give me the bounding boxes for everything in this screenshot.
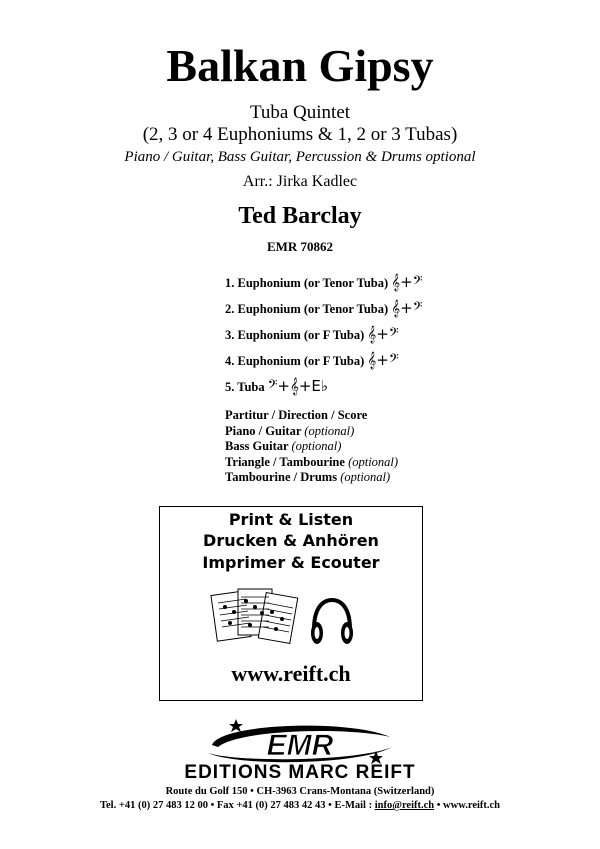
score-item xyxy=(225,408,398,424)
part-label: 1. Euphonium (or Tenor Tuba) xyxy=(225,276,389,290)
email-link[interactable]: info@reift.ch xyxy=(374,800,435,811)
sheet-music-icon xyxy=(210,583,300,647)
score-item xyxy=(225,455,398,471)
part-item xyxy=(225,347,422,373)
footer-contact xyxy=(0,799,600,812)
score-item-label: Triangle / Tambourine xyxy=(225,454,345,469)
print-listen-box xyxy=(159,506,423,701)
website-link[interactable]: www.reift.ch xyxy=(231,661,351,686)
part-item xyxy=(225,295,422,321)
clef-icon: 𝄞+𝄢 xyxy=(367,325,399,343)
part-label: 2. Euphonium (or Tenor Tuba) xyxy=(225,302,389,316)
score-item xyxy=(225,424,398,440)
promo-line-fr: Imprimer & Ecouter xyxy=(202,553,380,572)
clef-icon: 𝄞+𝄢 xyxy=(391,273,423,291)
emr-logo xyxy=(200,715,400,767)
optional-tag: (optional) xyxy=(340,470,391,484)
score-item-label: Bass Guitar xyxy=(225,439,289,453)
arranger-credit: Arr.: Jirka Kadlec xyxy=(242,173,358,190)
optional-tag: (optional) xyxy=(304,423,355,438)
clef-icon: 𝄞+𝄢 xyxy=(391,299,423,317)
parts-list xyxy=(225,269,422,399)
emr-logo-mark: EMR xyxy=(266,729,334,762)
part-label: 3. Euphonium (or F Tuba) xyxy=(225,328,365,342)
score-items-list xyxy=(225,408,398,486)
publisher-wordmark: EDITIONS MARC REIFT xyxy=(184,762,416,783)
part-label: 5. Tuba xyxy=(225,380,265,394)
score-item xyxy=(225,470,398,486)
optional-tag: (optional) xyxy=(348,454,399,469)
footer-address: Route du Golf 150 • CH-3963 Crans-Montana (Switzerland) xyxy=(165,786,435,797)
contact-website: • www.reift.ch xyxy=(434,800,501,811)
part-item xyxy=(225,321,422,347)
score-item-label: Piano / Guitar xyxy=(225,423,302,438)
score-item xyxy=(225,439,398,455)
catalog-number: EMR 70862 xyxy=(266,239,334,254)
composer-name: Ted Barclay xyxy=(238,203,362,229)
clef-icon: 𝄢+𝄞+E♭ xyxy=(267,377,328,395)
promo-line-de: Drucken & Anhören xyxy=(203,531,379,550)
score-item-label: Partitur / Direction / Score xyxy=(225,408,368,422)
piece-title: Balkan Gipsy xyxy=(166,40,434,91)
part-item xyxy=(225,373,422,399)
score-item-label: Tambourine / Drums xyxy=(225,470,338,484)
clef-icon: 𝄞+𝄢 xyxy=(367,351,399,369)
promo-line-en: Print & Listen xyxy=(228,510,354,529)
optional-tag: (optional) xyxy=(291,439,342,453)
part-item xyxy=(225,269,422,295)
part-label: 4. Euphonium (or F Tuba) xyxy=(225,354,365,368)
headphones-icon xyxy=(308,595,356,649)
instrumentation-line: (2, 3 or 4 Euphoniums & 1, 2 or 3 Tubas) xyxy=(142,124,458,145)
optional-instruments-line: Piano / Guitar, Bass Guitar, Percussion & Drums optional xyxy=(124,149,476,165)
ensemble-subtitle: Tuba Quintet xyxy=(249,102,351,123)
contact-phone-fax: Tel. +41 (0) 27 483 12 00 • Fax +41 (0) 27 483 42 43 • E-Mail : xyxy=(99,800,375,811)
